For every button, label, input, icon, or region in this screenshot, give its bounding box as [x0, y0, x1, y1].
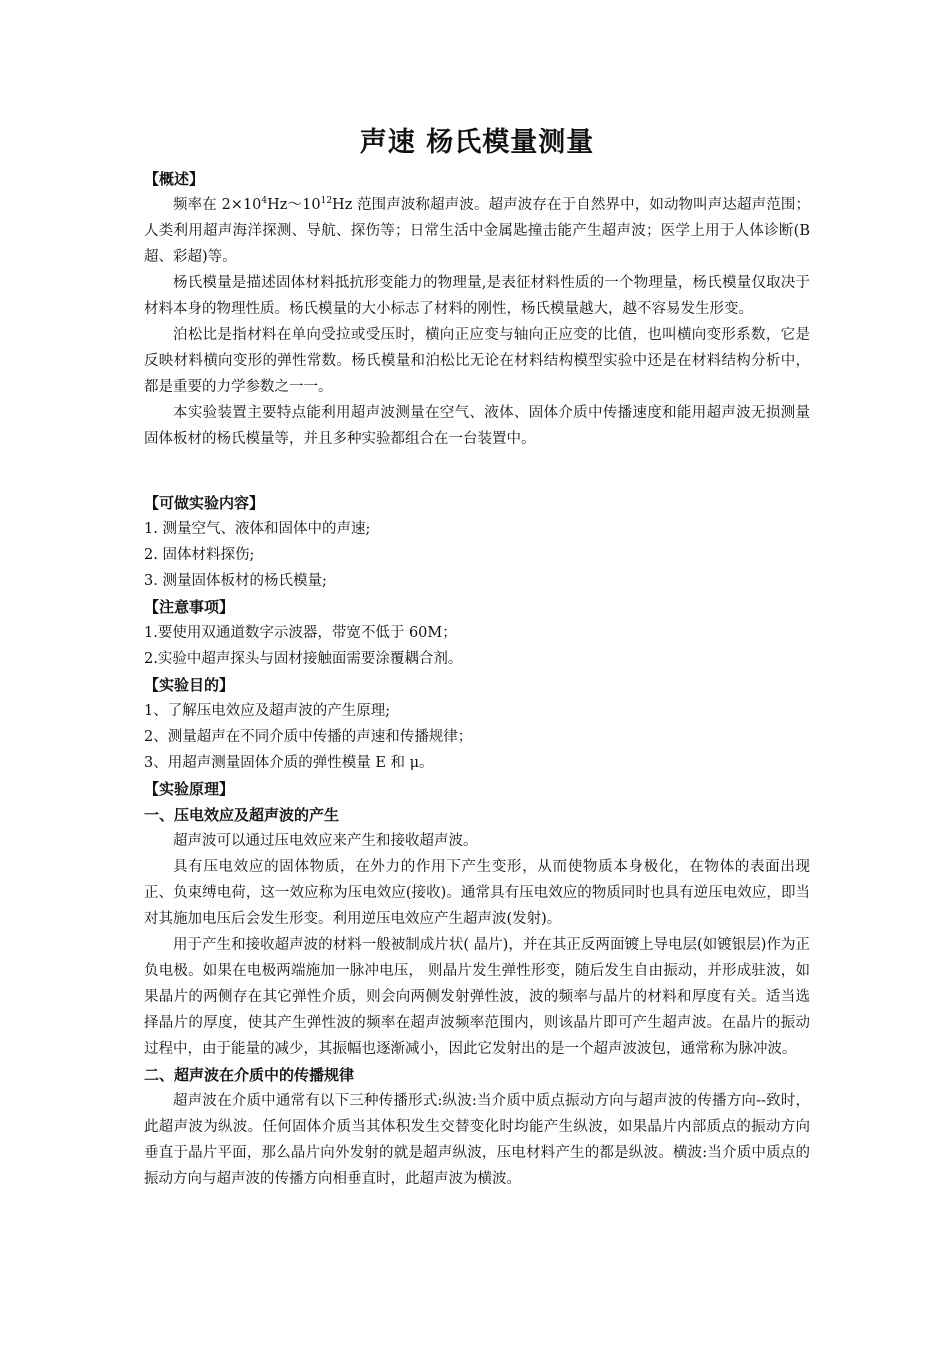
overview-paragraph-3: 泊松比是指材料在单向受拉或受压时，横向正应变与轴向正应变的比值，也叫横向变形系数，它是反映材料横向变形的弹性常数。杨氏模量和泊松比无论在材料结构模型实验中还是在材料结构分析中，都是重要的力学参数之一一。 — [144, 327, 810, 395]
experiments-heading: 【可做实验内容】 — [144, 494, 265, 512]
overview-paragraph-1: 频率在 $2\times 10^4Hz\sim 10^{12}Hz$ 范围声波称超声波。超声波存在于自然界中，如动物叫声达超声范围；人类利用超声海洋探测、导航、探伤等；日常生活中金属匙撞击能产生超声波；医学上用于人体诊断(B 超、彩超)等。 — [144, 196, 810, 265]
overview-section — [144, 166, 810, 452]
note-item: 1.要使用双通道数字示波器，带宽不低于 60M； — [144, 625, 457, 641]
experiment-item: 2. 固体材料探伤; — [144, 547, 255, 563]
experiment-item: 3. 测量固体板材的杨氏模量; — [144, 573, 327, 589]
notes-heading: 【注意事项】 — [144, 598, 235, 616]
overview-paragraph-4: 本实验装置主要特点能利用超声波测量在空气、液体、固体介质中传播速度和能用超声波无损测量固体板材的杨氏模量等，并且多种实验都组合在一台装置中。 — [144, 405, 810, 447]
principle-paragraph: 用于产生和接收超声波的材料一般被制成片状( 晶片)，并在其正反两面镀上导电层(如镀银层)作为正负电极。如果在电极两端施加一脉冲电压， 则晶片发生弹性形变，随后发生自由振动，并形成驻波，如果晶片的两侧存在其它弹性介质，则会向两侧发射弹性波，波的频率与晶片的材料和厚度有关。适当选择晶片的厚度，使其产生弹性波的频率在超声波频率范围内，则该晶片即可产生超声波。在晶片的振动过程中，由于能量的减少，其振幅也逐渐减小，因此它发射出的是一个超声波波包，通常称为脉冲波。 — [144, 937, 810, 1057]
principle-heading: 【实验原理】 — [144, 780, 235, 798]
principle-paragraph: 超声波可以通过压电效应来产生和接收超声波。 — [173, 833, 478, 849]
purpose-item: 1、了解压电效应及超声波的产生原理; — [144, 703, 391, 719]
principle-section-1-heading: 一、压电效应及超声波的产生 — [144, 806, 340, 824]
principle-section-2-heading: 二、超声波在介质中的传播规律 — [144, 1066, 355, 1084]
overview-heading: 【概述】 — [144, 170, 205, 188]
purpose-item: 3、用超声测量固体介质的弹性模量 E 和 μ。 — [144, 755, 434, 771]
experiment-item: 1. 测量空气、液体和固体中的声速; — [144, 521, 371, 537]
note-item: 2.实验中超声探头与固材接触面需要涂覆耦合剂。 — [144, 651, 463, 667]
page-title: 声速 杨氏模量测量 — [359, 127, 595, 158]
principle-paragraph: 超声波在介质中通常有以下三种传播形式:纵波:当介质中质点振动方向与超声波的传播方向--致时，此超声波为纵波。任何固体介质当其体积发生交替变化时均能产生纵波，如果晶片内部质点的振动方向垂直于晶片平面，那么晶片向外发射的就是超声纵波，压电材料产生的都是纵波。横波:当介质中质点的振动方向与超声波的传播方向相垂直时，此超声波为横波。 — [144, 1093, 810, 1187]
overview-paragraph-2: 杨氏模量是描述固体材料抵抗形变能力的物理量,是表征材料性质的一个物理量，杨氏模量仅取决于材料本身的物理性质。杨氏模量的大小标志了材料的刚性，杨氏模量越大，越不容易发生形变。 — [144, 275, 810, 317]
principle-paragraph: 具有压电效应的固体物质，在外力的作用下产生变形，从而使物质本身极化，在物体的表面出现正、负束缚电荷，这一效应称为压电效应(接收)。通常具有压电效应的物质同时也具有逆压电效应，即当对其施加电压后会发生形变。利用逆压电效应产生超声波(发射)。 — [144, 859, 810, 927]
purpose-item: 2、测量超声在不同介质中传播的声速和传播规律； — [144, 729, 473, 745]
experiments-section — [144, 490, 810, 1192]
purpose-heading: 【实验目的】 — [144, 676, 235, 694]
